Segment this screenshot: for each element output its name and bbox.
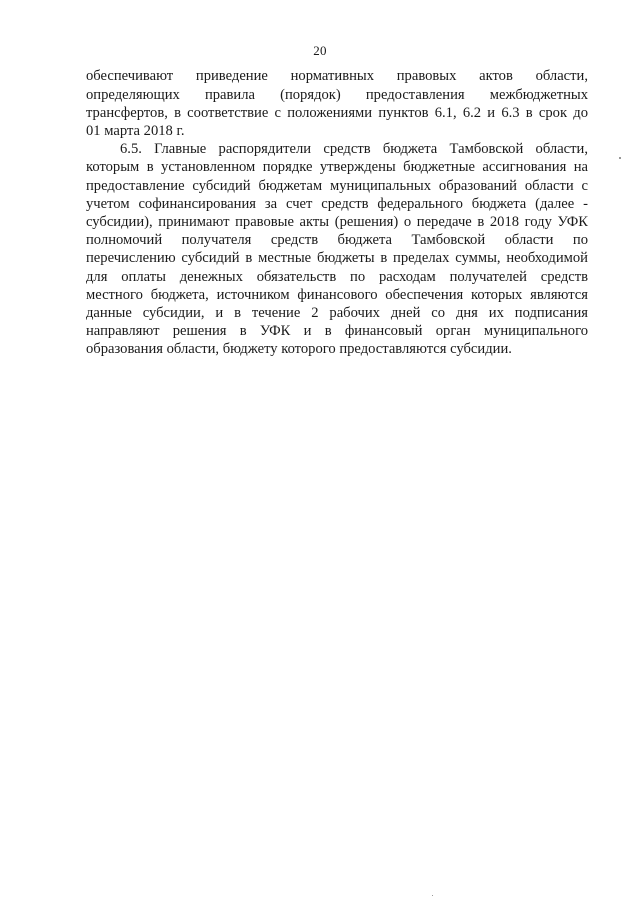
text-line: субсидии), принимают правовые акты (решения) о передаче в 2018 году УФК	[86, 214, 588, 230]
text-line: данные субсидии, и в течение 2 рабочих дней со дня их подписания	[86, 305, 588, 321]
text-line: учетом софинансирования за счет средств федерального бюджета (далее -	[86, 196, 588, 212]
scan-speck	[432, 895, 433, 896]
text-line: предоставление субсидий бюджетам муниципальных образований области с	[86, 178, 588, 194]
text-line: перечислению субсидий в местные бюджеты в пределах суммы, необходимой	[86, 250, 588, 266]
text-line: трансфертов, в соответствие с положениями пунктов 6.1, 6.2 и 6.3 в срок до	[86, 105, 588, 121]
paragraph-first-line: 6.5. Главные распорядители средств бюджета Тамбовской области,	[120, 141, 588, 157]
text-line: полномочий получателя средств бюджета Тамбовской области по	[86, 232, 588, 248]
text-line: образования области, бюджету которого предоставляются субсидии.	[86, 341, 512, 357]
text-line: 01 марта 2018 г.	[86, 123, 185, 139]
text-line: местного бюджета, источником финансового обеспечения которых являются	[86, 287, 588, 303]
page-number: 20	[313, 43, 327, 58]
scan-speck	[619, 157, 621, 159]
text-line: обеспечивают приведение нормативных правовых актов области,	[86, 68, 588, 84]
text-line: определяющих правила (порядок) предоставления межбюджетных	[86, 87, 588, 103]
text-line: направляют решения в УФК и в финансовый орган муниципального	[86, 323, 588, 339]
text-line: которым в установленном порядке утверждены бюджетные ассигнования на	[86, 159, 588, 175]
text-line: для оплаты денежных обязательств по расходам получателей средств	[86, 269, 588, 285]
